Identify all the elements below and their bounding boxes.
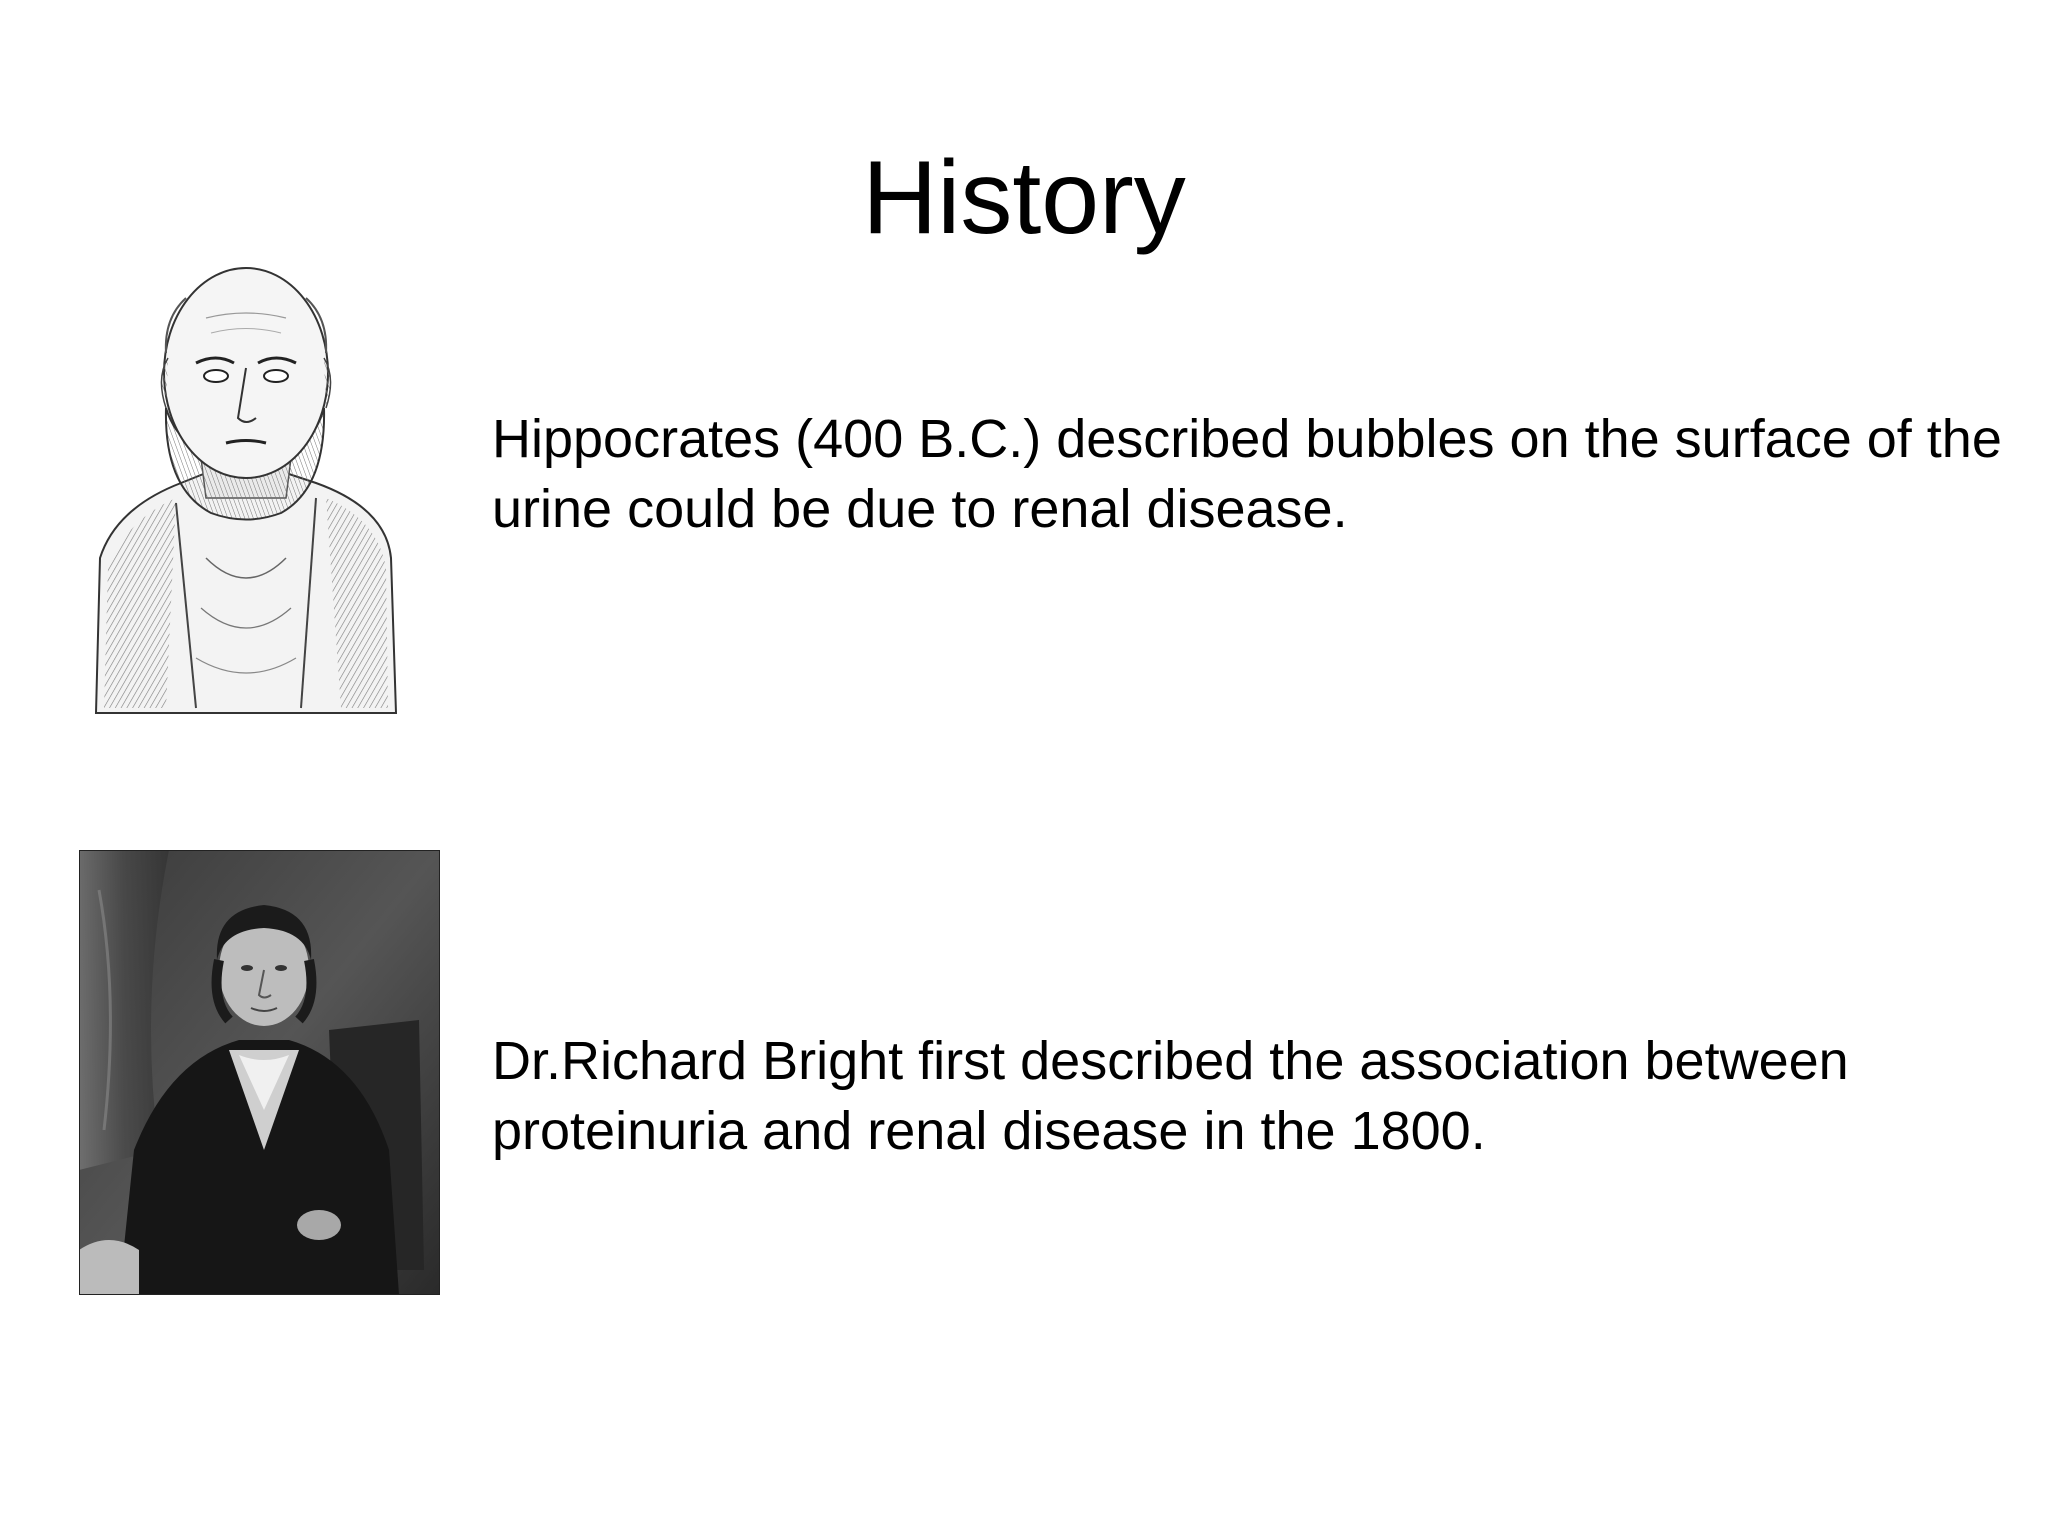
bright-description: Dr.Richard Bright first described the association between proteinuria and renal disease in the 1800. [492,1031,1849,1161]
bust-portrait-icon [86,258,406,720]
hippocrates-description: Hippocrates (400 B.C.) described bubbles on the surface of the urine could be due to renal disease. [492,409,2002,539]
slide-title: History [862,140,1186,256]
painted-portrait-icon [79,850,440,1295]
